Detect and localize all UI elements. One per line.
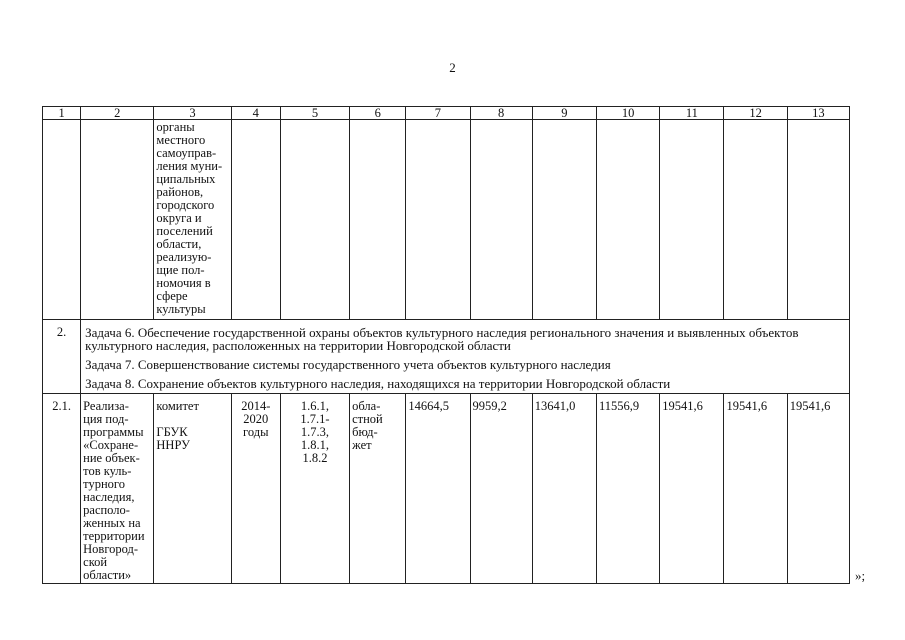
period-cell: 2014- 2020 годы [231,394,280,584]
header-cell: 10 [597,107,660,120]
table-cell [406,120,470,320]
task-8-text: Задача 8. Сохранение объектов культурного наследия, находящихся на территории Новгородской области [85,376,671,391]
header-cell: 4 [231,107,280,120]
value-cell: 19541,6 [660,394,724,584]
row-number: 2. [43,320,81,394]
header-cell: 6 [350,107,406,120]
header-cell: 1 [43,107,81,120]
source-cell: обла- стной бюд- жет [350,394,406,584]
table-cell [231,120,280,320]
executor-cell: комитет ГБУК ННРУ [154,394,231,584]
header-cell: 11 [660,107,724,120]
table-row-2-1 [43,394,850,584]
table-cell [724,120,787,320]
header-cell: 7 [406,107,470,120]
header-cell: 3 [154,107,231,120]
header-cell: 9 [532,107,596,120]
header-row [43,107,850,120]
header-cell: 2 [81,107,154,120]
header-cell: 12 [724,107,787,120]
tasks-cell [81,320,850,394]
task-6-text: Задача 6. Обеспечение государственной охраны объектов культурного наследия регионального значения и выявленных объектов культурного наследия, расположенных на территории Новгородской области [85,325,799,353]
program-table [42,106,850,584]
value-cell: 19541,6 [787,394,849,584]
value-cell: 11556,9 [597,394,660,584]
value-cell: 9959,2 [470,394,532,584]
table-cell [81,120,154,320]
value-cell: 19541,6 [724,394,787,584]
table-cell [470,120,532,320]
closing-quote-mark: »; [855,568,866,583]
table-cell [597,120,660,320]
task-7-text: Задача 7. Совершенствование системы государственного учета объектов культурного наследия [85,357,611,372]
targets-cell: 1.6.1, 1.7.1- 1.7.3, 1.8.1, 1.8.2 [280,394,349,584]
header-cell: 13 [787,107,849,120]
row-number: 2.1. [43,394,81,584]
table-cell [43,120,81,320]
table-row-continued [43,120,850,320]
table-cell [660,120,724,320]
value-cell: 14664,5 [406,394,470,584]
table-cell [787,120,849,320]
executor-cell-continued: органы местного самоуправ- ления муни- ципальных районов, городского округа и поселений области, реализую- щие пол- номочия в сфере культуры [154,120,231,320]
program-name-cell: Реализа- ция под- программы «Сохране- ние объек- тов куль- турного наследия, располо- женных на территории Новгород- ской области» [81,394,154,584]
table-cell [350,120,406,320]
table-cell [532,120,596,320]
value-cell: 13641,0 [532,394,596,584]
table-cell [280,120,349,320]
page-number: 2 [449,60,456,75]
header-cell: 5 [280,107,349,120]
header-cell: 8 [470,107,532,120]
table-row-tasks [43,320,850,394]
